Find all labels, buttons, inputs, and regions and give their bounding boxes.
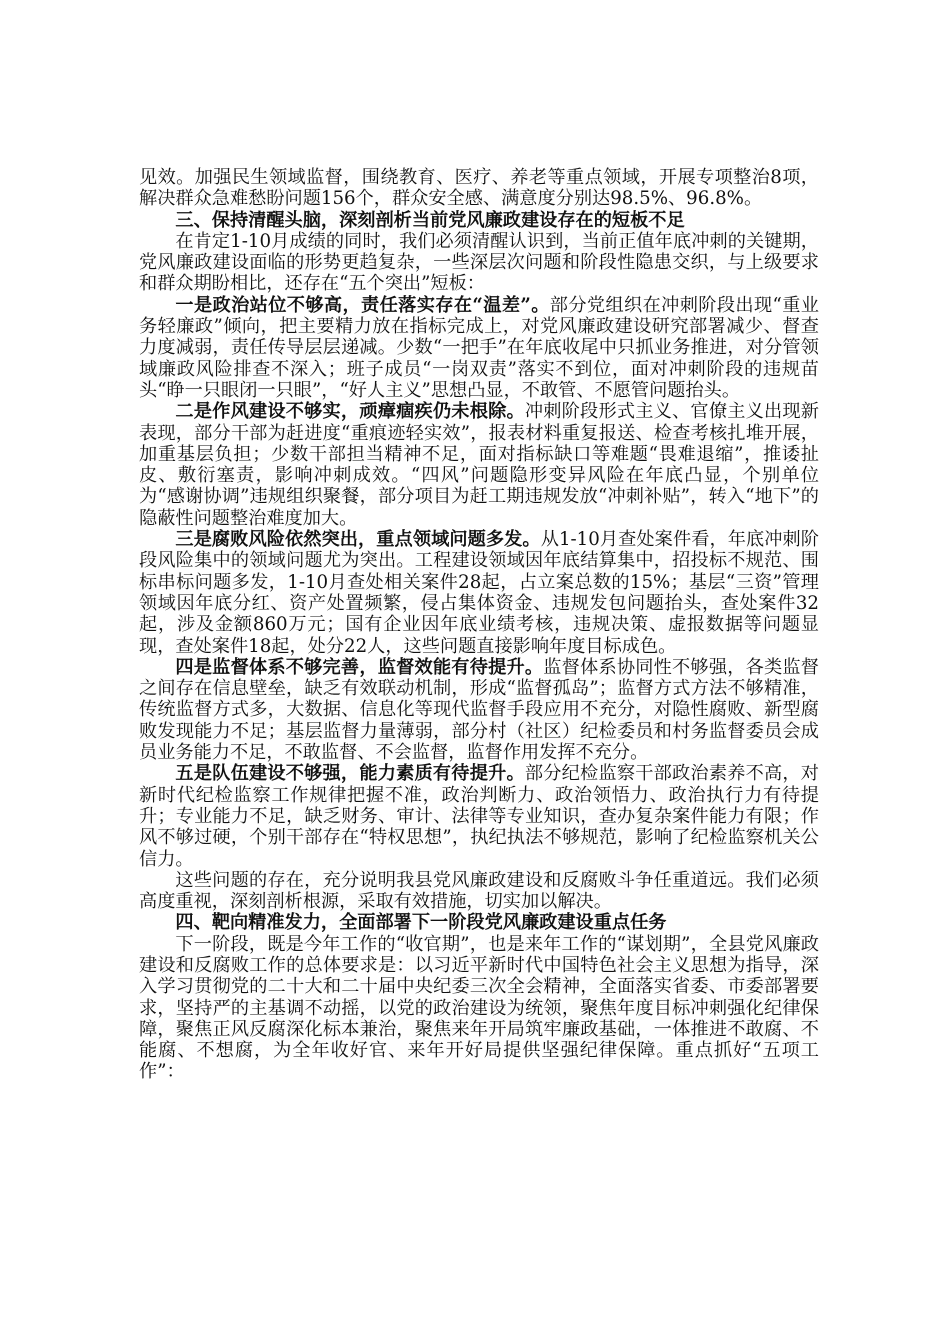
paragraph-text: 从1-10月查处案件看，年底冲刺阶段风险集中的领域问题尤为突出。工程建设领域因年底结算集中，招投标不规范、围标串标问题多发，1-10月查处相关案件28起，占立案总数的15%；基层“三资”管理领域因年底分红、资产处置频繁，侵占集体资金、违规发包问题抬头，查处案件32起，涉及金额860万元；国有企业因年底业绩考核，违规决策、虚报数据等问题显现，查处案件18起，处分22人，这些问题直接影响年度目标成色。: [139, 529, 819, 657]
paragraph-text: 部分纪检监察干部政治素养不高，对新时代纪检监察工作规律把握不准，政治判断力、政治领悟力、政治执行力有待提升；专业能力不足，缺乏财务、审计、法律等专业知识，查办复杂案件能力有限；作风不够过硬，个别干部存在“特权思想”，执纪执法不够规范，影响了纪检监察机关公信力。: [139, 763, 819, 870]
paragraph-text: 部分党组织在冲刺阶段出现“重业务轻廉政”倾向，把主要精力放在指标完成上，对党风廉政建设研究部署减少、督查力度减弱，责任传导层层递减。少数“一把手”在年底收尾中只抓业务推进，对分管领域廉政风险排查不深入；班子成员“一岗双责”落实不到位，面对冲刺阶段的违规苗头“睁一只眼闭一只眼”，“好人主义”思想凸显，不敢管、不愿管问题抬头。: [139, 294, 819, 401]
paragraph-point-3: [139, 529, 819, 657]
paragraph-summary: [139, 870, 819, 913]
paragraph-intro: [139, 231, 819, 295]
heading-text: 三、保持清醒头脑，深刻剖析当前党风廉政建设存在的短板不足: [175, 209, 685, 231]
paragraph-next-stage: [139, 934, 819, 1083]
paragraph-lead: 二是作风建设不够实，顽瘴痼疾仍未根除。: [175, 401, 525, 423]
paragraph-text: 这些问题的存在，充分说明我县党风廉政建设和反腐败斗争任重道远。我们必须高度重视，深刻剖析根源，采取有效措施，切实加以解决。: [139, 869, 819, 913]
paragraph-continuation: [139, 167, 819, 210]
paragraph-lead: 四是监督体系不够完善，监督效能有待提升。: [175, 656, 544, 678]
document-page: [139, 167, 819, 1083]
paragraph-lead: 三是腐败风险依然突出，重点领域问题多发。: [175, 529, 541, 551]
paragraph-point-1: [139, 295, 819, 401]
paragraph-lead: 一是政治站位不够高，责任落实存在“温差”。: [175, 294, 550, 316]
paragraph-text: 见效。加强民生领域监督，围绕教育、医疗、养老等重点领域，开展专项整治8项，解决群众急难愁盼问题156个，群众安全感、满意度分别达98.5%、96.8%。: [139, 167, 819, 210]
heading-text: 四、靶向精准发力，全面部署下一阶段党风廉政建设重点任务: [175, 912, 667, 934]
section-heading-4: [139, 912, 819, 933]
paragraph-text: 监督体系协同性不够强，各类监督之间存在信息壁垒，缺乏有效联动机制，形成“监督孤岛”；监督方式方法不够精准，传统监督方式多，大数据、信息化等现代监督手段应用不充分，对隐性腐败、新型腐败发现能力不足；基层监督力量薄弱，部分村（社区）纪检委员和村务监督委员会成员业务能力不足，不敢监督、不会监督，监督作用发挥不充分。: [139, 656, 819, 764]
paragraph-point-5: [139, 763, 819, 869]
paragraph-point-4: [139, 657, 819, 763]
paragraph-point-2: [139, 401, 819, 529]
paragraph-text: 下一阶段，既是今年工作的“收官期”，也是来年工作的“谋划期”，全县党风廉政建设和反腐败工作的总体要求是：以习近平新时代中国特色社会主义思想为指导，深入学习贯彻党的二十大和二十届中央纪委三次全会精神，全面落实省委、市委部署要求，坚持严的主基调不动摇，以党的政治建设为统领，聚焦年度目标冲刺强化纪律保障，聚焦正风反腐深化标本兼治，聚焦来年开局筑牢廉政基础，一体推进不敢腐、不能腐、不想腐，为全年收好官、来年开好局提供坚强纪律保障。重点抓好“五项工作”：: [139, 933, 819, 1083]
paragraph-lead: 五是队伍建设不够强，能力素质有待提升。: [175, 763, 525, 785]
paragraph-text: 在肯定1-10月成绩的同时，我们必须清醒认识到，当前正值年底冲刺的关键期，党风廉政建设面临的形势更趋复杂，一些深层次问题和阶段性隐患交织，与上级要求和群众期盼相比，还存在“五个突出”短板：: [139, 230, 819, 295]
paragraph-text: 冲刺阶段形式主义、官僚主义出现新表现，部分干部为赶进度“重痕迹轻实效”，报表材料重复报送、检查考核扎堆开展，加重基层负担；少数干部担当精神不足，面对指标缺口等难题“畏难退缩”，推诿扯皮、敷衍塞责，影响冲刺成效。“四风”问题隐形变异风险在年底凸显，个别单位为“感谢协调”违规组织聚餐，部分项目为赶工期违规发放“冲刺补贴”，转入“地下”的隐蔽性问题整治难度加大。: [139, 401, 819, 529]
section-heading-3: [139, 210, 819, 231]
